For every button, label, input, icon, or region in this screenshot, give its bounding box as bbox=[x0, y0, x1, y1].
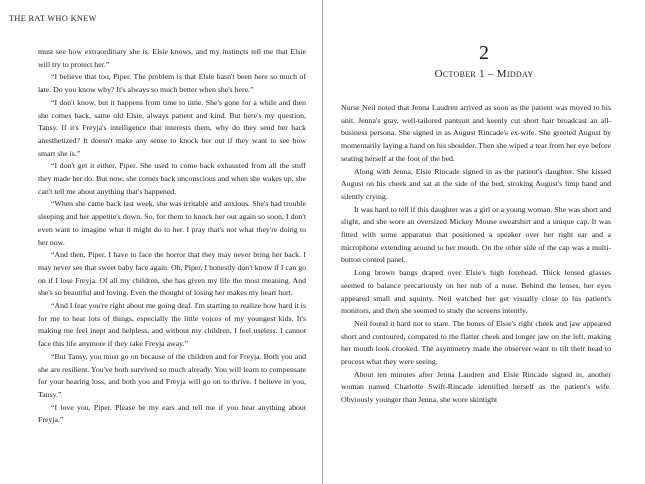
paragraph: “I believe that too, Piper. The problem is that Elsie hasn't been here so much of late. Do you know why? It's always so much better when she's here.” bbox=[38, 72, 306, 95]
paragraph: Nurse Neil noted that Jenna Laudren arrived as soon as the patient was moved to his unit. Jenna's gray, well-tailored pantsuit and keenly cut short hair broadcast an all-business persona. She signed in as August Rincade's ex-wife. She greeted August by momentarily laying a hand on his shoulder. Then she wiped a tear from her eye before seating herself at the foot of the bed. bbox=[341, 103, 611, 163]
running-head: THE RAT WHO KNEW bbox=[9, 14, 97, 23]
right-page-body bbox=[341, 102, 611, 407]
chapter-number: 2 bbox=[479, 42, 489, 64]
paragraph: Along with Jenna, Elsie Rincade signed in as the patient's daughter. She kissed August on his cheek and sat at the side of the bed, stroking August's limp hand and silently crying. bbox=[341, 166, 611, 201]
paragraph: It was hard to tell if this daughter was a girl or a young woman. She was short and slight, and she wore an oversized Mickey Mouse sweatshirt and a unique cap. It was fitted with some apparatus that positioned a speaker over her right ear and a microphone extending around to her mouth. On the other side of the cap was a multi-button control panel. bbox=[341, 204, 611, 265]
paragraph: “I don't know, but it happens from time to time. She's gone for a while and then she comes back, same old Elsie, always patient and kind. But here's my question, Tansy. If it's Freyja's intelligence that interests them, why do they send her back anesthetized? It doesn't make any sense to knock her out if they want to see how smart she is.” bbox=[38, 97, 306, 158]
paragraph: Neil found it hard not to stare. The bones of Elsie's right cheek and jaw appeared short and contoured, compared to the flatter cheek and longer jaw on the left, making her mouth look crooked. The asymmetry made the observer want to tilt their head to process what they were seeing. bbox=[341, 318, 611, 367]
left-page bbox=[0, 0, 322, 484]
paragraph: must see how extraordinary she is. Elsie knows, and my instincts tell me that Elsie will try to protect her.” bbox=[38, 47, 306, 69]
paragraph: “But Tansy, you must go on because of the children and for Freyja. Both you and she are resilient. You've both survived so much already. You will learn to compensate for your hearing loss, and both you and Freyja will go on to thrive. I believe in you, Tansy.” bbox=[38, 351, 306, 399]
paragraph: “And I fear you're right about me going deaf. I'm starting to realize how hard it is for me to hear lots of things, especially the little voices of my youngest kids. It's making me feel inept and helpless, and without my children, I feel useless. I cannot face this life anymore if they take Freyja away.” bbox=[38, 301, 306, 349]
left-page-body bbox=[38, 46, 306, 427]
right-page bbox=[323, 0, 645, 484]
paragraph: “And then, Piper, I have to face the horror that they may never bring her back. I may never see that sweet baby face again. Oh, Piper, I honestly don't know if I can go on if I lose Freyja. Of all my children, she has given my life the most meaning. And she's so beautiful and loving. Even the thought of losing her makes my heart hurt. bbox=[38, 250, 306, 298]
paragraph: Long brown bangs draped over Elsie's high forehead. Thick lensed glasses seemed to balance precariously on her nub of a nose. Behind the lenses, her eyes appeared small and squinty. Neil watched her get visually close to his patient's monitors, and then she seemed to study the screens intently. bbox=[341, 268, 611, 316]
paragraph: “I love you, Piper. Please be my ears and tell me if you hear anything about Freyja.” bbox=[38, 402, 306, 425]
chapter-title: October 1 – Midday bbox=[434, 68, 534, 80]
paragraph: About ten minutes after Jenna Laudren and Elsie Rincade signed in, another woman named Charlotte Swift-Rincade identified herself as the patient's wife. Obviously younger than Jenna, she wore skintight bbox=[341, 369, 611, 405]
paragraph: “When she came back last week, she was irritable and anxious. She's had trouble sleeping and her appetite's down. So, for them to knock her out again so soon, I don't even want to imagine what it might do to her. I pray that's not what they're doing to her now. bbox=[38, 199, 306, 247]
paragraph: “I don't get it either, Piper. She used to come back exhausted from all the stuff they made her do. But now, she comes back unconscious and when she wakes up, she can't tell me about anything that's happened. bbox=[38, 161, 306, 196]
